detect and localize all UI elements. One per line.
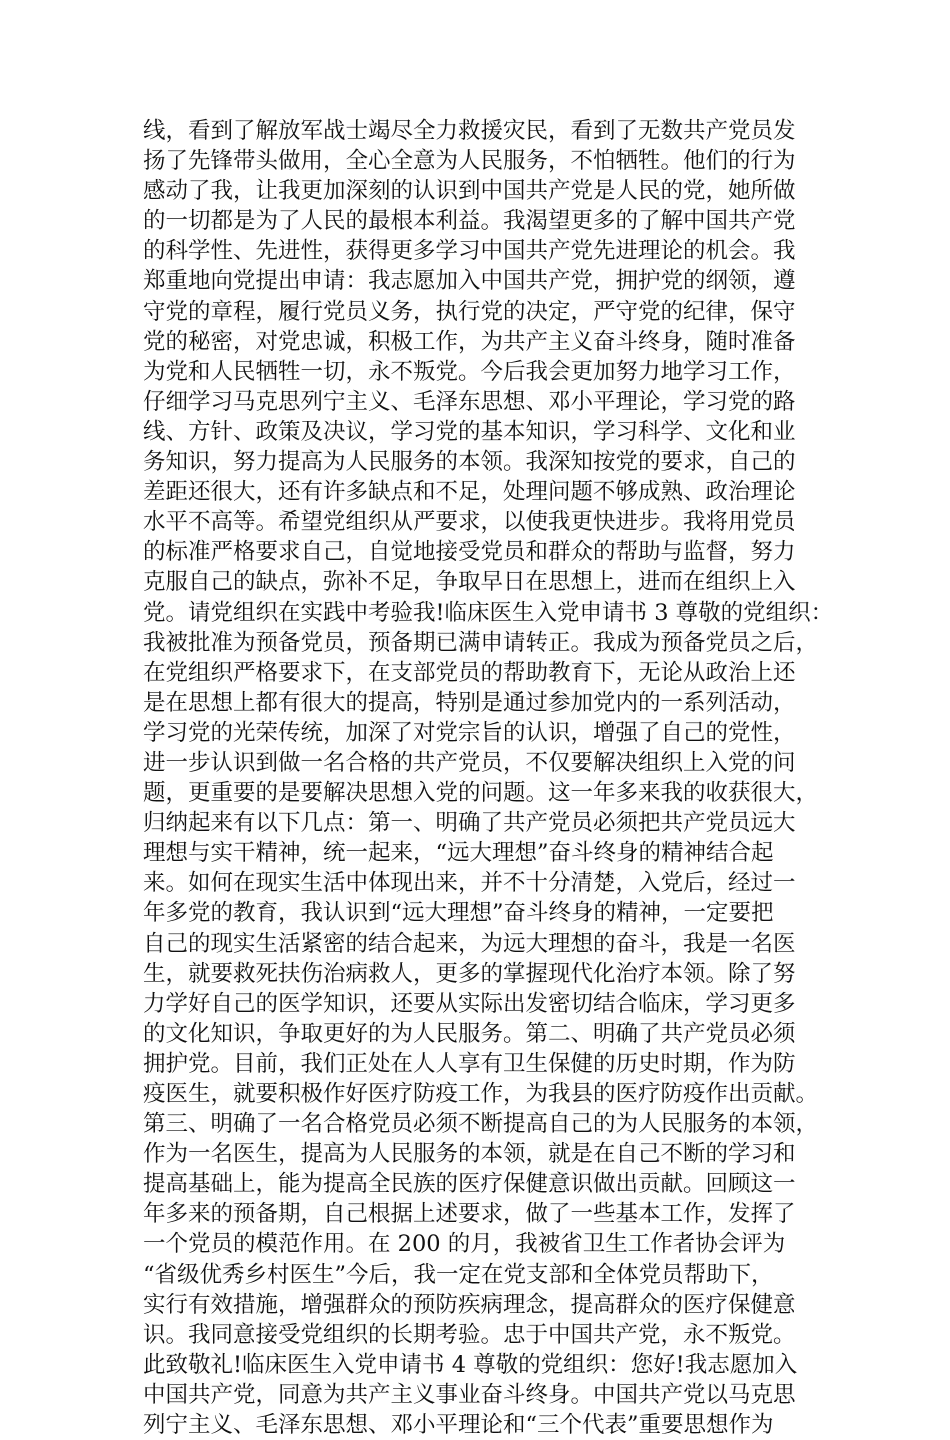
text-line: 是在思想上都有很大的提高，特别是通过参加党内的一系列活动， bbox=[143, 689, 796, 716]
text-line: 线、方针、政策及决议，学习党的基本知识，学习科学、文化和业 bbox=[143, 418, 796, 445]
text-line: 为党和人民牺牲一切，永不叛党。今后我会更加努力地学习工作， bbox=[143, 358, 796, 385]
text-line: 仔细学习马克思列宁主义、毛泽东思想、邓小平理论，学习党的路 bbox=[143, 388, 796, 415]
text-line: 守党的章程，履行党员义务，执行党的决定，严守党的纪律，保守 bbox=[143, 298, 796, 325]
text-line: 线，看到了解放军战士竭尽全力救援灾民，看到了无数共产党员发 bbox=[143, 118, 796, 144]
text-line: 拥护党。目前，我们正处在人人享有卫生保健的历史时期，作为防 bbox=[143, 1050, 796, 1077]
text-line: “省级优秀乡村医生”今后，我一定在党支部和全体党员帮助下， bbox=[143, 1261, 774, 1288]
text-line: 题，更重要的是要解决思想入党的问题。这一年多来我的收获很大， bbox=[143, 780, 819, 807]
text-line: 年多来的预备期，自己根据上述要求，做了一些基本工作，发挥了 bbox=[143, 1201, 796, 1228]
text-line: 务知识，努力提高为人民服务的本领。我深知按党的要求，自己的 bbox=[143, 449, 796, 476]
text-line: 力学好自己的医学知识，还要从实际出发密切结合临床，学习更多 bbox=[143, 990, 796, 1017]
text-line: 理想与实干精神，统一起来，“远大理想”奋斗终身的精神结合起 bbox=[143, 840, 774, 867]
document-body-text bbox=[143, 116, 843, 1440]
text-line: 差距还很大，还有许多缺点和不足，处理问题不够成熟、政治理论 bbox=[143, 479, 796, 506]
text-line: 党的秘密，对党忠诚，积极工作，为共产主义奋斗终身，随时准备 bbox=[143, 328, 796, 355]
text-line: 在党组织严格要求下，在支部党员的帮助教育下，无论从政治上还 bbox=[143, 659, 796, 686]
text-line: 的文化知识，争取更好的为人民服务。第二、明确了共产党员必须 bbox=[143, 1020, 796, 1047]
text-line: 识。我同意接受党组织的长期考验。忠于中国共产党，永不叛党。 bbox=[143, 1321, 796, 1348]
text-line: 来。如何在现实生活中体现出来，并不十分清楚，入党后，经过一 bbox=[143, 870, 796, 897]
text-line: 的标准严格要求自己，自觉地接受党员和群众的帮助与监督，努力 bbox=[143, 539, 796, 566]
text-line: 疫医生，就要积极作好医疗防疫工作，为我县的医疗防疫作出贡献。 bbox=[143, 1081, 819, 1107]
text-line: 的科学性、先进性，获得更多学习中国共产党先进理论的机会。我 bbox=[143, 238, 796, 265]
text-line: 我被批准为预备党员，预备期已满申请转正。我成为预备党员之后， bbox=[143, 629, 819, 656]
text-line: 水平不高等。希望党组织从严要求，以使我更快进步。我将用党员 bbox=[143, 509, 796, 536]
text-line: 一个党员的模范作用。在 200 的月，我被省卫生工作者协会评为 bbox=[143, 1231, 786, 1258]
text-line: 第三、明确了一名合格党员必须不断提高自己的为人民服务的本领， bbox=[143, 1111, 819, 1138]
text-line: 学习党的光荣传统，加深了对党宗旨的认识，增强了自己的党性， bbox=[143, 719, 796, 746]
text-line: 生，就要救死扶伤治病救人，更多的掌握现代化治疗本领。除了努 bbox=[143, 960, 796, 987]
text-line: 感动了我，让我更加深刻的认识到中国共产党是人民的党，她所做 bbox=[143, 178, 796, 205]
text-line: 实行有效措施，增强群众的预防疾病理念，提高群众的医疗保健意 bbox=[143, 1291, 796, 1318]
text-line: 党。请党组织在实践中考验我!临床医生入党申请书 3 尊敬的党组织： bbox=[143, 599, 834, 626]
text-line: 列宁主义、毛泽东思想、邓小平理论和“三个代表”重要思想作为 bbox=[143, 1412, 774, 1439]
text-line: 此致敬礼!临床医生入党申请书 4 尊敬的党组织：您好!我志愿加入 bbox=[143, 1351, 798, 1378]
text-line: 的一切都是为了人民的最根本利益。我渴望更多的了解中国共产党 bbox=[143, 208, 796, 235]
text-line: 作为一名医生，提高为人民服务的本领，就是在自己不断的学习和 bbox=[143, 1141, 796, 1168]
text-line: 提高基础上，能为提高全民族的医疗保健意识做出贡献。回顾这一 bbox=[143, 1171, 796, 1198]
text-line: 自己的现实生活紧密的结合起来，为远大理想的奋斗，我是一名医 bbox=[143, 930, 796, 957]
text-line: 中国共产党，同意为共产主义事业奋斗终身。中国共产党以马克思 bbox=[143, 1381, 796, 1408]
text-line: 克服自己的缺点，弥补不足，争取早日在思想上，进而在组织上入 bbox=[143, 569, 796, 596]
text-line: 郑重地向党提出申请：我志愿加入中国共产党，拥护党的纲领，遵 bbox=[143, 268, 796, 295]
text-line: 扬了先锋带头做用，全心全意为人民服务，不怕牺牲。他们的行为 bbox=[143, 148, 796, 175]
text-line: 年多党的教育，我认识到“远大理想”奋斗终身的精神，一定要把 bbox=[143, 900, 774, 927]
text-line: 归纳起来有以下几点：第一、明确了共产党员必须把共产党员远大 bbox=[143, 810, 796, 837]
text-line: 进一步认识到做一名合格的共产党员，不仅要解决组织上入党的问 bbox=[143, 749, 796, 776]
